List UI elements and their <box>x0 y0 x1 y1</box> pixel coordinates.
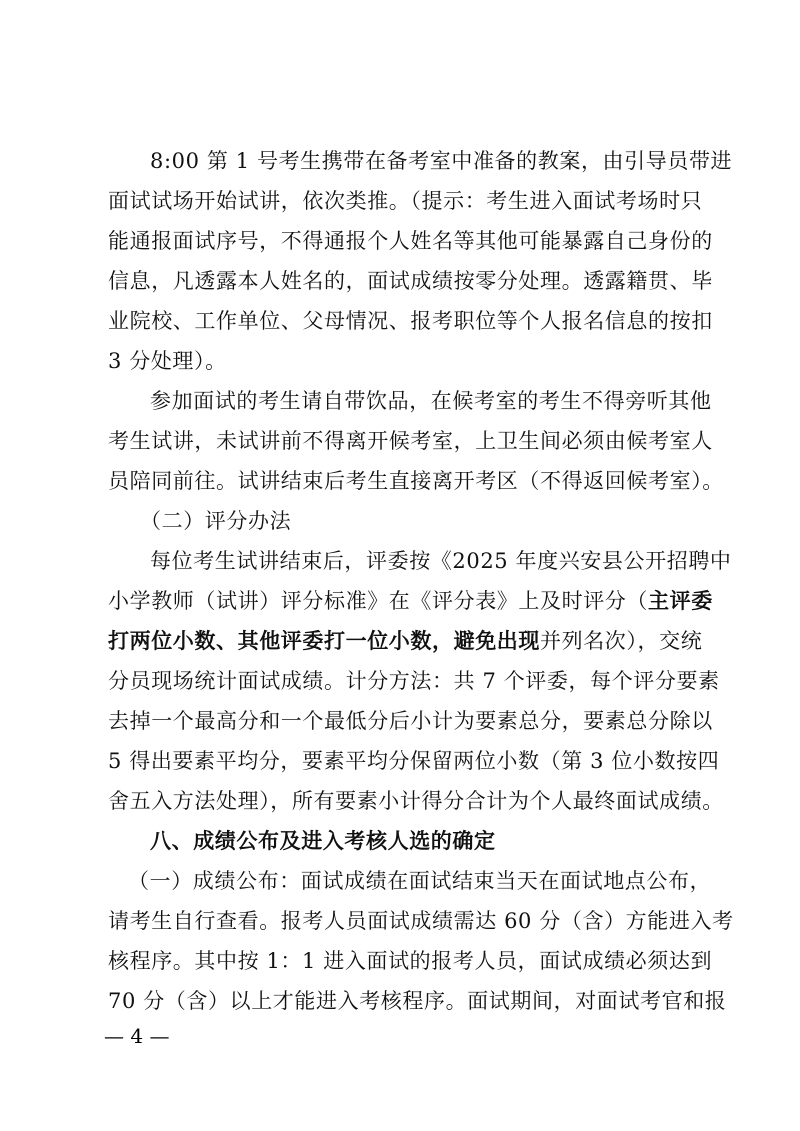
paragraph-line <box>108 626 702 656</box>
paragraph-line: 请考生自行查看。报考人员面试成绩需达 60 分（含）方能进入考 <box>108 909 734 933</box>
subsection-heading: （二）评分办法 <box>140 509 292 533</box>
bold-emphasis: 主评委 <box>648 588 713 613</box>
line-text: 并列名次），交统 <box>540 629 703 653</box>
paragraph-line: 3 分处理）。 <box>108 349 227 373</box>
paragraph-line: 信息，凡透露本人姓名的，面试成绩按零分处理。透露籍贯、毕 <box>108 269 713 293</box>
paragraph-line: 每位考生试讲结束后，评委按《2025 年度兴安县公开招聘中 <box>150 549 732 573</box>
paragraph-line: 员陪同前往。试讲结束后考生直接离开考区（不得返回候考室）。 <box>108 469 724 493</box>
paragraph-line: 8:00 第 1 号考生携带在备考室中准备的教案，由引导员带进 <box>150 149 733 173</box>
line-text: 小学教师（试讲）评分标准》在《评分表》上及时评分（ <box>108 589 648 613</box>
paragraph-line: （一）成绩公布：面试成绩在面试结束当天在面试地点公布， <box>128 869 712 893</box>
paragraph-line: 去掉一个最高分和一个最低分后小计为要素总分，要素总分除以 <box>108 709 713 733</box>
paragraph-line: 分员现场统计面试成绩。计分方法：共 7 个评委，每个评分要素 <box>108 669 720 693</box>
paragraph-line: 能通报面试序号，不得通报个人姓名等其他可能暴露自己身份的 <box>108 229 713 253</box>
section-heading: 八、成绩公布及进入考核人选的确定 <box>150 829 496 853</box>
paragraph-line: 核程序。其中按 1：1 进入面试的报考人员，面试成绩必须达到 <box>108 949 713 973</box>
paragraph-line: 考生试讲，未试讲前不得离开候考室，上卫生间必须由候考室人 <box>108 429 713 453</box>
paragraph-line: 70 分（含）以上才能进入考核程序。面试期间，对面试考官和报 <box>108 989 727 1013</box>
bold-emphasis: 打两位小数、其他评委打一位小数，避免出现 <box>108 628 540 653</box>
paragraph-line: 面试试场开始试讲，依次类推。（提示：考生进入面试考场时只 <box>108 189 703 213</box>
page-number: — 4 — <box>104 1024 170 1048</box>
paragraph-line <box>108 586 713 616</box>
paragraph-line: 业院校、工作单位、父母情况、报考职位等个人报名信息的按扣 <box>108 309 713 333</box>
paragraph-line: 5 得出要素平均分，要素平均分保留两位小数（第 3 位小数按四 <box>108 749 720 773</box>
paragraph-line: 参加面试的考生请自带饮品，在候考室的考生不得旁听其他 <box>150 389 712 413</box>
paragraph-line: 舍五入方法处理），所有要素小计得分合计为个人最终面试成绩。 <box>108 789 724 813</box>
